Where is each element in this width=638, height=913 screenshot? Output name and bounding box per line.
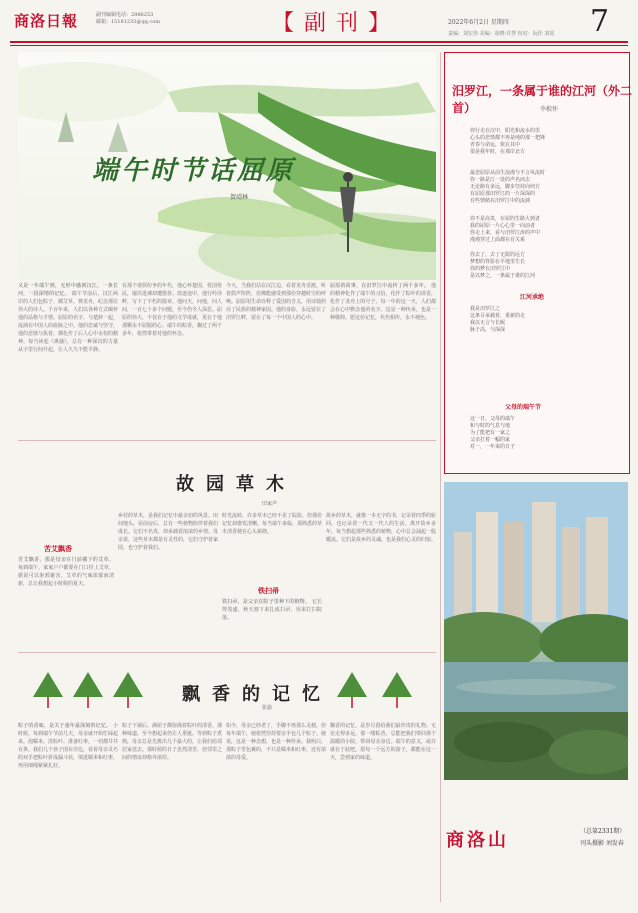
jiyi-col-3: 如今，母亲已经老了，手脚不再那么灵便，但每年端午，她依然坚持要亲手包几个粽子。她说，这是一种念想，也是一种传承。我明白，那粽子里包裹的，不只是糯米和红枣，还有浓浓的母爱。	[226, 723, 326, 761]
hero-article-col-2: 在那个诸侯纷争的年代，他心怀楚国，忧国忧民，屡次进谏却遭排挤。放逐途中，他行吟泽畔，写下了不朽的篇章。他问天，问地，问人间，一百七十多个问题，至今仍令人深思。屈原的伟大，不仅在于他的文学成就，更在于他那颗永不屈服的心。端午的粽香，飘过了两千多年，依然带着对他的怀念。	[122, 283, 222, 337]
page-number: 7	[590, 4, 610, 39]
poem-line: 为了能把有一家之	[470, 430, 511, 436]
poem-line: 是以梦之，一条属于谁的江河	[470, 273, 536, 279]
poem-line: 我是汨罗江之	[470, 306, 501, 312]
poem-line: 梦想的背影在平地里生长	[470, 259, 526, 265]
tiedan-lead: 铁扫帚，是父亲在院子里种下的植物。	[222, 599, 311, 605]
newspaper-logo: 商洛日報	[14, 12, 79, 30]
poem-subtitle-1: 江河承绝	[520, 294, 545, 301]
kulian-lead: 苦艾飘香，那是母亲在门前插下的艾草。	[18, 557, 114, 563]
guxiang-col-3: 时光流转，许多草木已经不见了踪影，但那份记忆却愈发清晰。每当端午来临，那熟悉的草木清香便在心头萦绕。	[222, 513, 322, 535]
hero-title: 端午时节话屈原	[92, 156, 296, 186]
subsection-title-kulian: 苦艾飘香	[44, 544, 72, 553]
header-rule-thin	[10, 45, 628, 46]
poem-stanza-4	[470, 252, 620, 280]
landscape-photo	[444, 482, 628, 780]
poem-stanza-2	[470, 170, 620, 205]
column-brand: 商洛山	[446, 830, 509, 851]
hero-article-lead: 又是一年端午到，无形中感到汉江，一条长河，一段深情的记忆。	[18, 283, 118, 297]
poem-line: 我的屈原一片心心里一向前者	[470, 223, 536, 229]
poem-line: 你去了，去了无限的远方	[470, 252, 526, 258]
issue-date: 2022年6月2日 星期四	[448, 19, 509, 26]
hero-author: 贺靖林	[230, 194, 249, 201]
poem-line: 你的梦在汨罗江中	[470, 266, 511, 272]
poem-sub2-text	[470, 416, 620, 451]
staff-credits: 责编：刘宏伟 美编：胡晓·许慧 校对：阮佳 刘瑶	[448, 31, 555, 37]
section-name: 副刊	[304, 11, 369, 36]
photo-credit: 刊头摄影 刘发春	[580, 840, 624, 847]
poem-line: 你不是高贵，在屋的生路大到者	[470, 216, 541, 222]
poem-line: 你一路是江一处的声名而去	[470, 177, 531, 183]
kulian-col-1: 苦艾飘香，那是母亲在门前插下的艾草。 每到端午，家家户户都要在门口挂上艾草，据说可以驱邪避害。艾草的气味浓郁而清新，总让我想起小时候的夏天。	[18, 557, 114, 587]
section-title-jiyi: 飘香的记忆	[182, 684, 332, 705]
poem-line: 我以无言与长眠	[470, 320, 506, 326]
poem-stanza-3	[470, 216, 620, 244]
section-author-jiyi: 张渝	[262, 705, 273, 711]
poem-author: 李根怀	[540, 106, 559, 113]
poem-line: 漫漫穿过上面都在有关系	[470, 237, 526, 243]
jiyi-col-2: 粽子下锅后，满屋子都弥漫着粽叶的清香。那种味道，至今想起来仍让人垂涎。等到粽子煮熟，母亲总是先挑出几个最大的，让我们给邻居家送去。那时候的日子虽然清苦，但邻里之间的情谊却格外浓厚。	[122, 723, 222, 761]
section-divider	[18, 652, 436, 653]
section-title-guxiang: 故园草木	[176, 474, 296, 495]
photo-art	[444, 482, 628, 780]
poem-line: 青春与命运，依在其中	[470, 142, 521, 148]
hero-article-col-1: 又是一年端午到，无形中感到汉江，一条长河，一段深情的记忆。 端午节前后，汉江两岸的人们包粽子、插艾草、赛龙舟，纪念那位伟大的诗人。千百年来，人们以各种方式缅怀他的品格与才情。屈原的名字，与楚辞一起，流淌在中国人的血脉之中。他的忠诚与坚守，他的悲愤与执着，都化作了后人心中永恒的精神。每当读起《离骚》，总有一种深沉的力量从字里行间升起，让人久久不能平静。	[18, 283, 118, 353]
jiyi-lead: 粽子的香味，是关于童年最深刻的记忆。	[18, 723, 112, 729]
hero-article-ending: 屈原的故事，在汨罗江中流传了两千多年。	[330, 283, 430, 289]
poem-stanza-1	[470, 128, 620, 156]
jiyi-col-4: 飘香的记忆，是岁月留给我们最珍贵的礼物。无论走得多远，那一缕粽香，总能把我们带回那个温暖的小院，带回母亲身边。端午的意义，或许就在于此吧。愿每一个远方的游子，都能在这一天，尝到家的味道。	[330, 723, 436, 761]
section-title: 【副刊】	[272, 11, 401, 36]
contact-line-2: 邮箱：15181233@qq.com	[96, 19, 160, 25]
zongzi-illustration-right	[322, 662, 432, 712]
poem-line: 脉于高，与深深	[470, 327, 506, 333]
zongzi-illustration	[18, 662, 158, 712]
poem-sub1-text	[470, 306, 620, 334]
column-separator	[440, 52, 441, 902]
poem-line: 你行走在汉中，阳光和流水的里	[470, 128, 541, 134]
guxiang-col-2: 乡村的草木，是我们记忆中最亲切的风景。田间地头，屋前房后，总有一些植物陪伴着我们成长。它们不名贵，却承载着浓浓的乡情。母亲说，这些草木都是有灵性的，它们守护着家园，也守护着我们。	[118, 513, 218, 551]
subsection-title-tiedan: 铁扫帚	[258, 586, 279, 595]
poem-line: 和与时的气息与地	[470, 423, 511, 429]
poem-line: 有些情绪在汨罗江中的流淌	[470, 198, 531, 204]
poem-line: 最悲屈原从前生浪漫与不言风流时	[470, 170, 546, 176]
poem-line: 对一，一年来的日子	[470, 444, 516, 450]
hero-article-col-3: 今天，当我们站在汉江边，看着龙舟竞渡，听着鼓声阵阵，仿佛能感受到那份穿越时空的呼唤。屈原用生命诠释了爱国的含义，用诗篇照亮了民族的精神家园。他的身影，永远留在了汨罗江畔，留在了每一个中国人的心中。	[226, 283, 326, 321]
poem-line: 父亲打着一幅的家	[470, 437, 511, 443]
poem-line: 有屈原那汨罗江的一片深深的	[470, 191, 536, 197]
contact-line-1: 副刊编辑电话：2986253	[96, 12, 154, 18]
poem-line: 你走上来，看与汨罗江涛的声中	[470, 230, 541, 236]
jiyi-col-1: 粽子的香味，是关于童年最深刻的记忆。 小时候，每到端午节前几天，母亲就开始忙碌起来。泡糯米、洗粽叶、准备红枣，一切都井井有条。我们几个孩子围在旁边，看着母亲灵巧的双手把粽叶折成漏斗状，填进糯米和红枣，再用细绳紧紧扎好。	[18, 723, 118, 769]
poem-line: 无论路有多远，脚步坚持向何方	[470, 184, 541, 190]
section-divider	[18, 440, 436, 441]
poem-title: 汨罗江，一条属于谁的江河（外二首）	[452, 84, 633, 115]
issue-number: （总第2331期）	[580, 828, 626, 835]
poem-line: 很是我年时，在那岸北方	[470, 149, 526, 155]
poem-line: 这条目承载着，重新的走	[470, 313, 526, 319]
poem-subtitle-2: 父母的端午节	[505, 404, 542, 411]
section-author-guxiang: 田家声	[262, 501, 278, 507]
header-rule	[10, 41, 628, 43]
tiedan-col: 铁扫帚，是父亲在院子里种下的植物。 它长得茂盛，秋天割下来扎成扫帚，用来打扫院落。	[222, 599, 322, 621]
hero-article-col-4: 屈原的故事，在汨罗江中流传了两千多年。 他的精神化作了端午的习俗，化作了粽叶的清香，化作了龙舟上的号子。每一年的这一天，人们都会在心中默念他的名字。这是一种传承，也是一种敬仰。愿这份记忆，代代相传，永不褪色。	[330, 283, 436, 321]
poem-line: 心头的悲情都不再是纯的那一把锋	[470, 135, 546, 141]
contact-info	[96, 12, 160, 26]
guxiang-col-4: 故乡的草木，就像一本无字的书，记录着四季的轮回，也记录着一代又一代人的生活。离开故乡多年，每当想起那些熟悉的植物，心中总会涌起一股暖流。它们是故乡的灵魂，也是我们心灵的归宿。	[326, 513, 436, 543]
poem-line: 这一日，父母的端午	[470, 416, 516, 422]
